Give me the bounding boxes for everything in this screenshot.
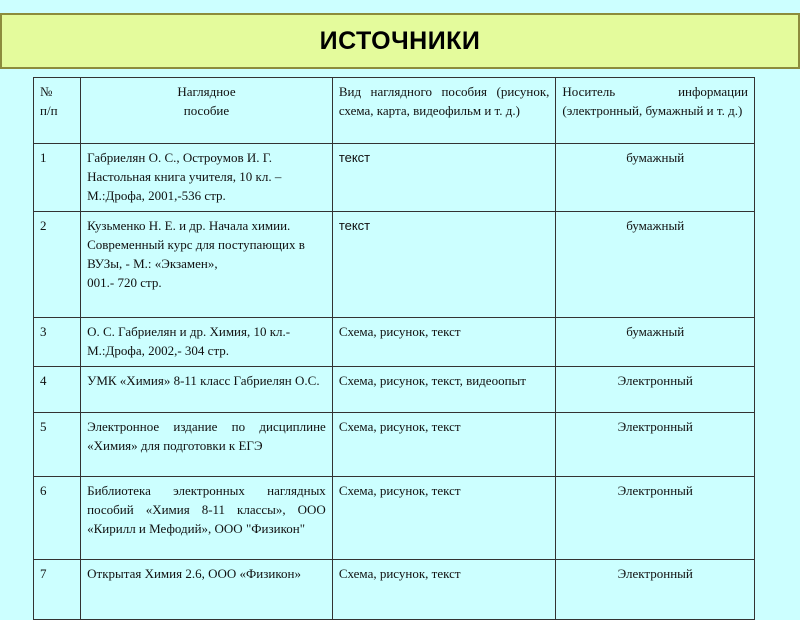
row-media: Электронный	[556, 413, 755, 477]
row-media: бумажный	[556, 144, 755, 212]
row-aid	[81, 212, 333, 318]
row-aid-text: Кузьменко Н. Е. и др. Начала химии. Современный курс для поступающих в ВУЗы, - М.: «Экзамен»,	[87, 218, 305, 271]
row-num: 6	[34, 477, 81, 560]
header-num-line1: №	[40, 84, 53, 99]
table-header-row	[34, 78, 755, 144]
row-num: 1	[34, 144, 81, 212]
row-type: Схема, рисунок, текст	[332, 318, 556, 367]
table-row	[34, 560, 755, 620]
row-aid: Электронное издание по дисциплине «Химия» для подготовки к ЕГЭ	[81, 413, 333, 477]
row-type: текст	[332, 212, 556, 318]
row-media: бумажный	[556, 212, 755, 318]
table-row	[34, 212, 755, 318]
row-num: 3	[34, 318, 81, 367]
header-num-line2: п/п	[40, 103, 58, 118]
header-aid-line2: пособие	[183, 103, 230, 118]
row-num: 7	[34, 560, 81, 620]
row-aid: Открытая Химия 2.6, ООО «Физикон»	[81, 560, 333, 620]
row-type: Схема, рисунок, текст, видеоопыт	[332, 367, 556, 413]
row-type: текст	[332, 144, 556, 212]
table-row	[34, 477, 755, 560]
row-num: 5	[34, 413, 81, 477]
row-media: бумажный	[556, 318, 755, 367]
row-aid: Библиотека электронных наглядных пособий «Химия 8-11 классы», ООО «Кирилл и Мефодий», ООО "Физикон"	[81, 477, 333, 560]
row-media: Электронный	[556, 477, 755, 560]
table-row	[34, 413, 755, 477]
row-type: Схема, рисунок, текст	[332, 560, 556, 620]
row-media: Электронный	[556, 367, 755, 413]
row-media: Электронный	[556, 560, 755, 620]
row-type: Схема, рисунок, текст	[332, 477, 556, 560]
table-row	[34, 318, 755, 367]
table-row	[34, 144, 755, 212]
page-title: ИСТОЧНИКИ	[319, 26, 481, 55]
row-num: 4	[34, 367, 81, 413]
header-aid-line1: Наглядное	[177, 84, 236, 99]
header-aid	[81, 78, 333, 144]
row-aid: Габриелян О. С., Остроумов И. Г. Настольная книга учителя, 10 кл. – М.:Дрофа, 2001,-536 стр.	[81, 144, 333, 212]
table-row	[34, 367, 755, 413]
row-aid: О. С. Габриелян и др. Химия, 10 кл.- М.:Дрофа, 2002,- 304 стр.	[81, 318, 333, 367]
header-type: Вид наглядного пособия (рисунок, схема, карта, видеофильм и т. д.)	[332, 78, 556, 144]
header-media: Носитель информации (электронный, бумажный и т. д.)	[556, 78, 755, 144]
row-type: Схема, рисунок, текст	[332, 413, 556, 477]
row-aid: УМК «Химия» 8-11 класс Габриелян О.С.	[81, 367, 333, 413]
row-aid-pages: 001.- 720 стр.	[87, 275, 162, 290]
header-num	[34, 78, 81, 144]
sources-table	[33, 77, 755, 620]
title-banner	[0, 13, 800, 69]
row-num: 2	[34, 212, 81, 318]
